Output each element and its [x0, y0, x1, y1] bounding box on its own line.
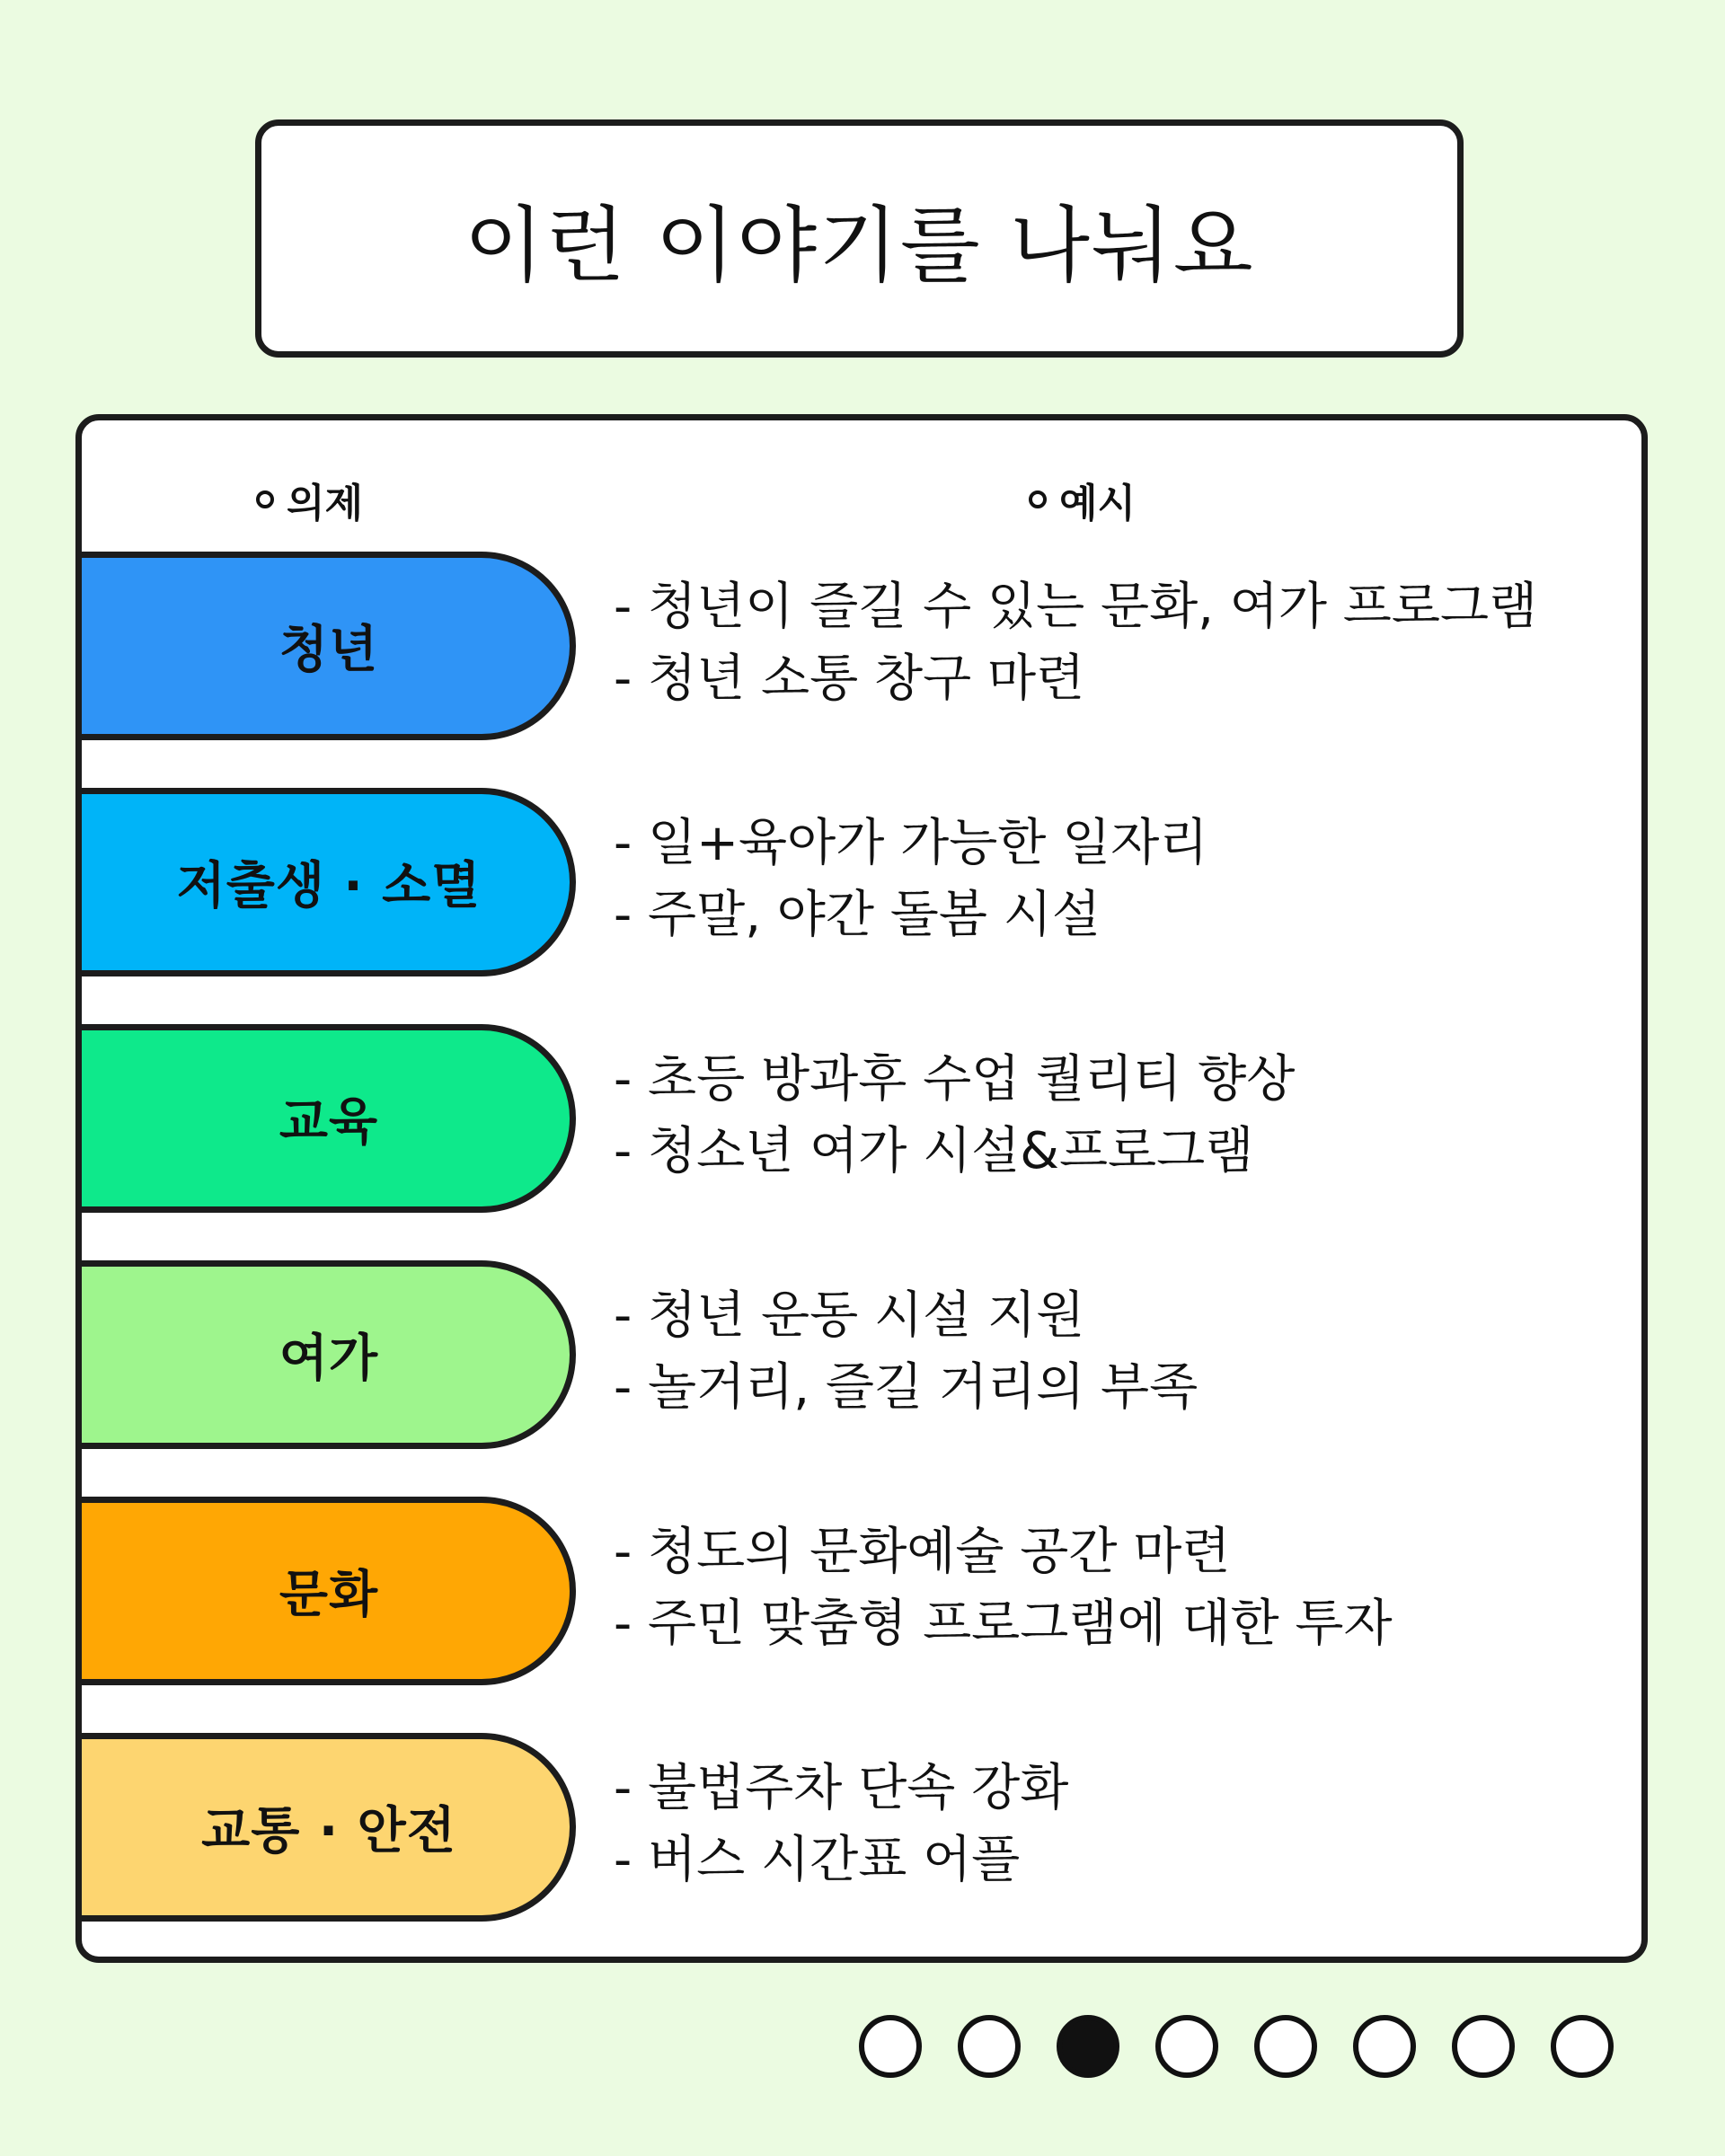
agenda-row-low-birth — [82, 788, 1641, 976]
topic-label: 청년 — [279, 621, 379, 679]
page-dot[interactable] — [958, 2015, 1021, 2078]
example-item: - 청소년 여가 시설&프로그램 — [614, 1122, 1254, 1180]
page-dot[interactable] — [1155, 2015, 1218, 2078]
topic-label: 저출생 · 소멸 — [176, 857, 482, 915]
examples-list — [614, 571, 1537, 715]
page-dot[interactable] — [1353, 2015, 1416, 2078]
example-item: - 청년이 즐길 수 있는 문화, 여가 프로그램 — [614, 578, 1538, 636]
circle-bullet-icon — [256, 490, 274, 508]
topic-label: 교육 — [279, 1093, 379, 1152]
example-item: - 주민 맞춤형 프로그램에 대한 투자 — [614, 1595, 1393, 1653]
examples-list — [614, 808, 1208, 951]
topic-pill — [75, 1024, 576, 1213]
agenda-card — [75, 414, 1648, 1963]
agenda-row-youth — [82, 552, 1641, 740]
agenda-row-traffic — [82, 1733, 1641, 1922]
example-item: - 불법주차 단속 강화 — [614, 1759, 1069, 1817]
examples-list — [614, 1044, 1295, 1188]
agenda-column-header — [256, 471, 363, 528]
examples-header-label: 예시 — [1059, 481, 1137, 526]
topic-label: 문화 — [279, 1566, 379, 1624]
topic-pill — [75, 1497, 576, 1685]
example-item: - 청년 운동 시설 지원 — [614, 1286, 1085, 1345]
example-item: - 버스 시간표 어플 — [614, 1831, 1021, 1889]
agenda-row-culture — [82, 1497, 1641, 1685]
page-dot[interactable] — [859, 2015, 922, 2078]
page-title: 이런 이야기를 나눠요 — [464, 197, 1255, 294]
page-dot[interactable] — [1551, 2015, 1614, 2078]
example-item: - 청도의 문화예술 공간 마련 — [614, 1523, 1231, 1581]
example-item: - 일+육아가 가능한 일자리 — [614, 814, 1208, 872]
topic-pill — [75, 788, 576, 976]
topic-label: 교통 · 안전 — [201, 1802, 456, 1860]
example-item: - 청년 소통 창구 마련 — [614, 649, 1085, 708]
example-item: - 놀거리, 즐길 거리의 부족 — [614, 1358, 1199, 1417]
examples-column-header — [1029, 471, 1136, 528]
example-item: - 초등 방과후 수업 퀄리티 향상 — [614, 1050, 1296, 1109]
agenda-row-education — [82, 1024, 1641, 1213]
agenda-row-leisure — [82, 1260, 1641, 1449]
topic-pill — [75, 1260, 576, 1449]
topic-pill — [75, 1733, 576, 1922]
page-dot-active[interactable] — [1057, 2015, 1119, 2078]
examples-list — [614, 1280, 1198, 1424]
page-dot[interactable] — [1254, 2015, 1317, 2078]
example-item: - 주말, 야간 돌봄 시설 — [614, 886, 1101, 944]
examples-list — [614, 1753, 1068, 1896]
examples-list — [614, 1516, 1393, 1660]
page-dot[interactable] — [1452, 2015, 1515, 2078]
agenda-header-label: 의제 — [287, 481, 364, 526]
topic-label: 여가 — [279, 1330, 379, 1388]
circle-bullet-icon — [1029, 490, 1047, 508]
pagination-dots — [859, 2015, 1614, 2078]
title-box — [255, 119, 1464, 358]
topic-pill — [75, 552, 576, 740]
